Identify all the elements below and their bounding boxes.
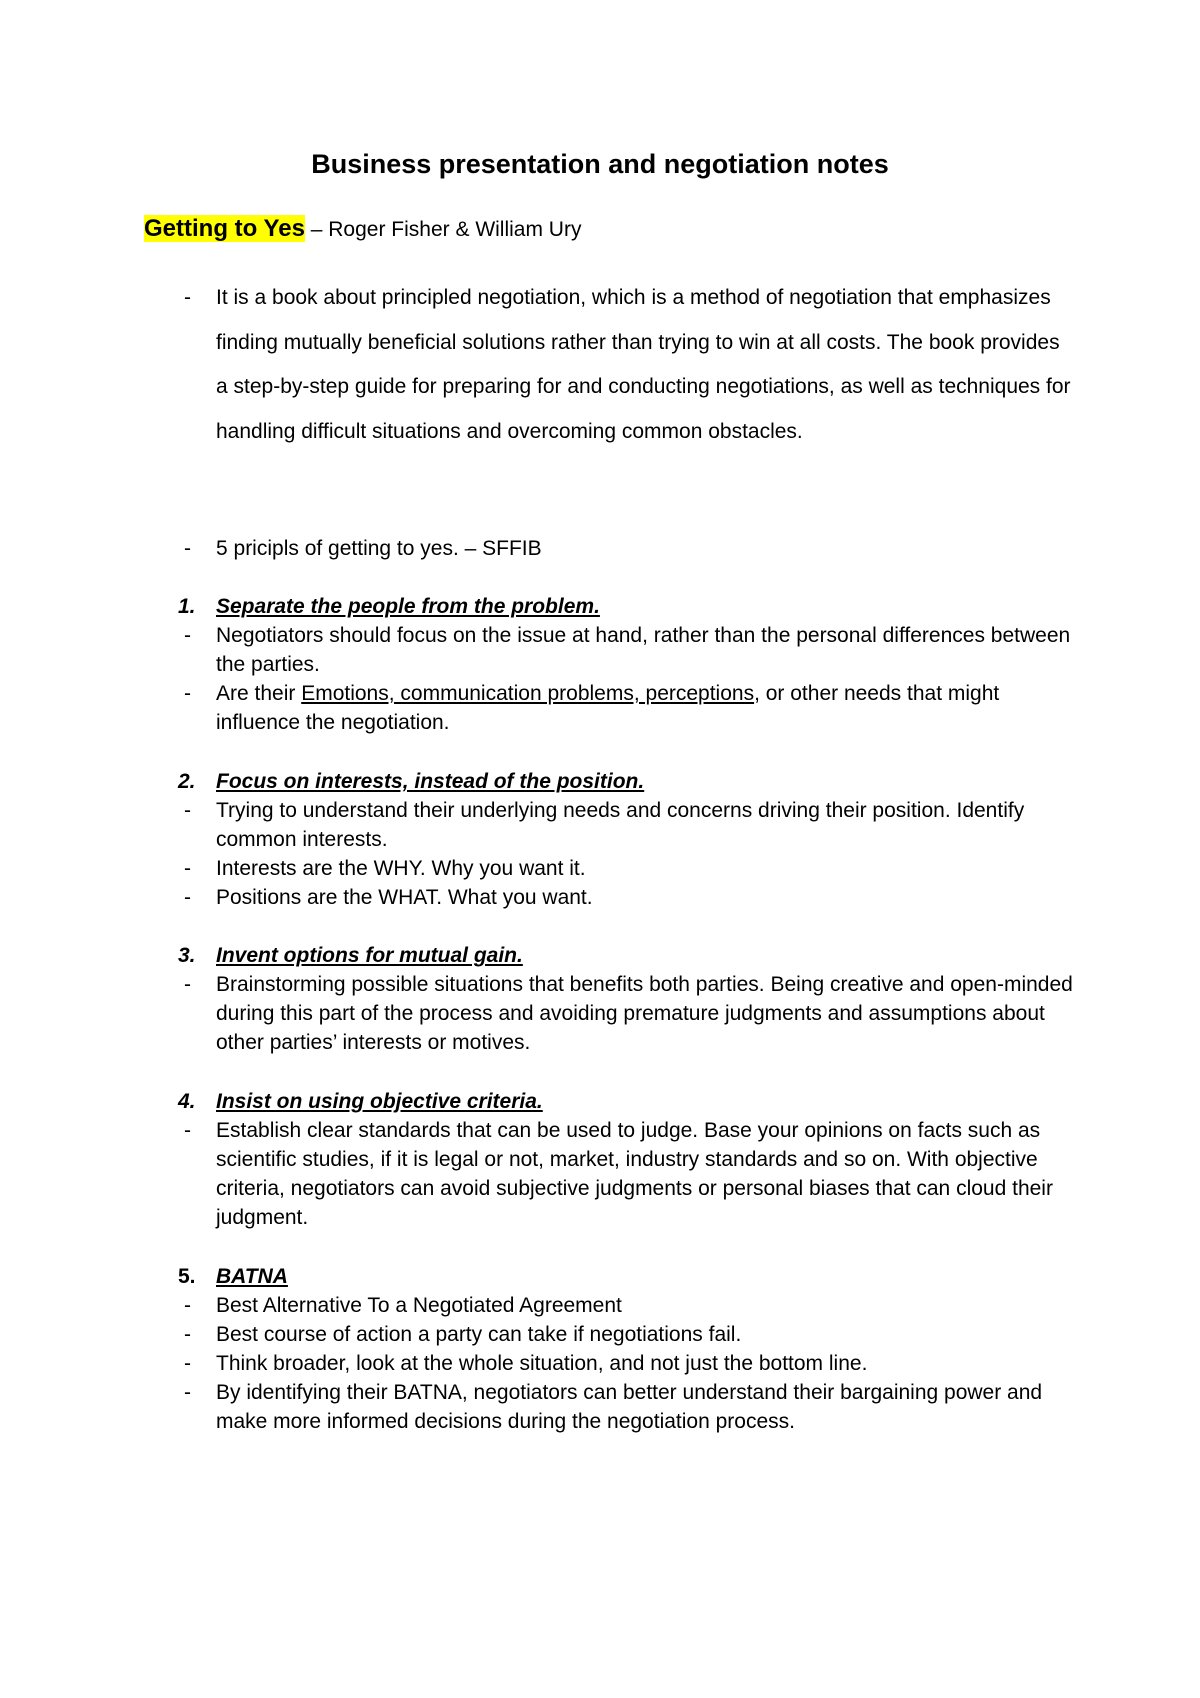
section-heading: Focus on interests, instead of the position. [216,770,645,793]
bullet-dash: - [184,1294,191,1317]
section-number: 4. [178,1090,196,1113]
bullet-text [216,679,1076,737]
section-heading: Separate the people from the problem. [216,595,600,618]
underlined-terms: Emotions, communication problems, perceptions [301,682,755,705]
bullet-text-part: , or other needs that might influence the negotiation. [216,682,1000,734]
section-heading: Insist on using objective criteria. [216,1090,543,1113]
bullet-dash: - [184,1381,191,1404]
bullet-text: Think broader, look at the whole situation, and not just the bottom line. [216,1352,868,1375]
bullet-text: Establish clear standards that can be used to judge. Base your opinions on facts such as scientific studies, if it is legal or not, market, industry standards and so on. With objective criteria, negotiators can avoid subjective judgments or personal biases that can cloud their judgment. [216,1119,1053,1229]
section-number: 2. [178,770,196,793]
bullet-dash: - [184,1323,191,1346]
section-number: 5. [178,1265,196,1288]
section-number: 3. [178,944,196,967]
bullet-dash: - [184,624,191,647]
book-subtitle [144,214,581,245]
bullet-dash: - [184,1352,191,1375]
bullet-text: Negotiators should focus on the issue at hand, rather than the personal differences between the parties. [216,624,1071,676]
book-authors: – Roger Fisher & William Ury [304,218,582,241]
bullet-dash: - [184,1119,191,1142]
bullet-text: Positions are the WHAT. What you want. [216,886,593,909]
bullet-text: By identifying their BATNA, negotiators can better understand their bargaining power and make more informed decisions during the negotiation process. [216,1381,1043,1433]
page-title: Business presentation and negotiation notes [311,149,889,179]
bullet-text: Trying to understand their underlying needs and concerns driving their position. Identify common interests. [216,799,1025,851]
bullet-dash: - [184,973,191,996]
section-heading: Invent options for mutual gain. [216,944,523,967]
bullet-text: Best course of action a party can take if negotiations fail. [216,1323,742,1346]
bullet-dash: - [184,857,191,880]
section-number: 1. [178,595,196,618]
section-heading: BATNA [216,1265,288,1288]
bullet-text: Brainstorming possible situations that benefits both parties. Being creative and open-minded during this part of the process and avoiding premature judgments and assumptions about other parties’ interests or motives. [216,973,1073,1054]
bullet-dash: - [184,286,191,309]
bullet-dash: - [184,886,191,909]
book-title-highlight: Getting to Yes [144,215,305,242]
principles-intro-text: 5 pricipls of getting to yes. – SFFIB [216,537,542,560]
bullet-text: Interests are the WHY. Why you want it. [216,857,586,880]
bullet-dash: - [184,682,191,705]
bullet-text-part: Are their [216,682,302,705]
bullet-text: Best Alternative To a Negotiated Agreement [216,1294,622,1317]
bullet-dash: - [184,799,191,822]
intro-text: It is a book about principled negotiation, which is a method of negotiation that emphasizes finding mutually beneficial solutions rather than trying to win at all costs. The book provides a step-by-step guide for preparing for and conducting negotiations, as well as techniques for handling difficult situations and overcoming common obstacles. [216,286,1071,443]
bullet-dash: - [184,537,191,560]
